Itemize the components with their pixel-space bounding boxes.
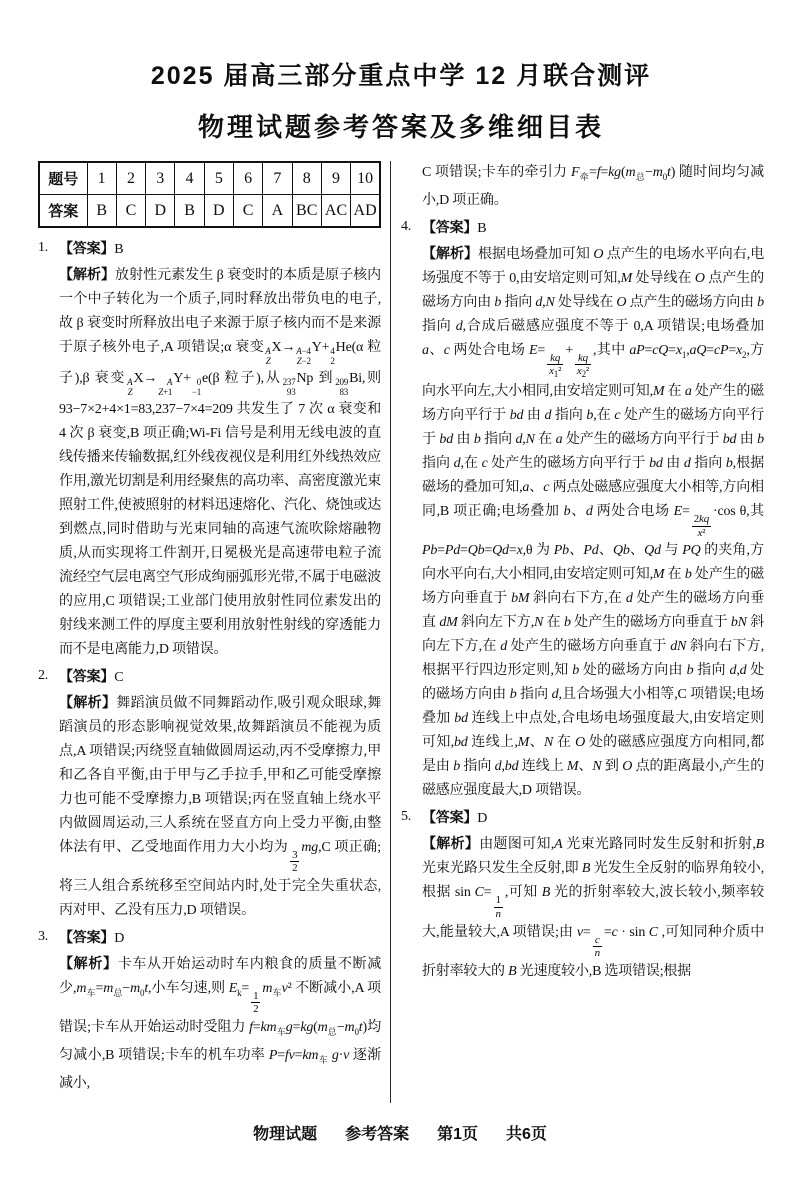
answer-cell: A <box>263 195 292 228</box>
analysis-paragraph: 【解析】由题图可知,A 光束光路同时发生反射和折射,B 光束光路只发生全反射,即 B 光发生全反射的临界角较小,根据 sin C= $\frac{1}{n}$ ,可知 B 光的折射率较大,波长较小,频率较大,能量较大,A 项错误;由 v= $\frac{c}{n}$ =c · sin C ,可知同种介质中折射率较大的 B 光速度较小,B 选项错误;根据 <box>422 835 764 979</box>
right-column <box>390 161 764 1103</box>
answer-cell: C <box>116 195 145 228</box>
item-number: 3. <box>38 928 49 944</box>
qnum-cell: 7 <box>263 162 292 195</box>
answer-line <box>401 805 764 831</box>
answer-label: 【答案】B <box>59 240 124 257</box>
qnum-cell: 8 <box>292 162 321 195</box>
qnum-cell: 9 <box>321 162 350 195</box>
footer-page-total: 共6页 <box>506 1126 547 1143</box>
answer-header-cell: 答案 <box>39 195 87 228</box>
page-footer <box>0 1121 800 1144</box>
qnum-header-cell: 题号 <box>39 162 87 195</box>
answer-cell: AD <box>351 195 380 228</box>
qnum-cell: 3 <box>146 162 175 195</box>
answer-label: 【答案】D <box>422 809 488 827</box>
answer-label: 【答案】C <box>59 667 124 685</box>
analysis-paragraph: 【解析】放射性元素发生 β 衰变时的本质是原子核内一个中子转化为一个质子,同时释放出带负电的电子,故 β 衰变时所释放出电子来源于原子核内而不是来源于原子核外电子,A 项错误;α 衰变 A Z X→ A−4 Z−2 Y+ 4 2 He(α 粒子),β 衰变 A Z X→ A Z+1 Y+ 0 −1 e(β 粒子),从 237 93 Np 到 209 83 Bi,则 93−7×2+4×1=83,237−7×4=209 共发生了 7 次 α 衰变和 4 次 β 衰变,B 项正确;Wi-Fi 信号是利用无线电波的直线传播来传输数据,红外线夜视仪是利用红外线热效应作用,激光切割是利用经聚焦的高功率、高密度激光束照射工件,使被照射的材料迅速熔化、汽化、烧蚀或达到燃点,同时借助与光束同轴的高速气流吹除熔融物质,从而实现将工件割开,日冕极光是高速带电粒子流流经空气层电离空气形成绚丽弧形光带,不属于电磁波的应用,C 项错误;工业部门使用放射性同位素发出的射线来测工件的厚度主要利用放射性射线的穿透能力而不是电离能力,D 项错误。 <box>59 266 381 657</box>
answer-line <box>38 925 381 951</box>
answer-cell: B <box>87 195 116 228</box>
answer-line <box>401 215 764 241</box>
qnum-cell: 10 <box>351 162 380 195</box>
answer-line <box>38 664 381 690</box>
analysis-paragraph: 【解析】根据电场叠加可知 O 点产生的电场水平向右,电场强度不等于 0,由安培定则可知,M 处导线在 O 点产生的磁场方向由 b 指向 d,N 处导线在 O 点产生的磁场方向由 b 指向 d,合成后磁感应强度不等于 0,A 项错误;电场叠加 a、c 两处合电场 E= $\frac{kq}{x_1^2}$ + $\frac{kq}{x_2^2}$ ,其中 $aP=cQ=x_1,aQ=cP=x_2$,方向水平向左,大小相同,由安培定则可知,M 在 a 处产生的磁场方向平行于 bd 由 d 指向 b,在 c 处产生的磁场方向平行于 bd 由 b 指向 d,N 在 a 处产生的磁场方向平行于 bd 由 b 指向 d,在 c 处产生的磁场方向平行于 bd 由 d 指向 b,根据磁场的叠加可知,a、c 两点处磁感应强度大小相等,方向相同,B 项正确;电场叠加 b、d 两处合电场 E= $\frac{2kq}{\text{x²}}$ ·cos θ,其 Pb=Pd=Qb=Qd=x,θ 为 Pb、Pd、Qb、Qd 与 PQ 的夹角,方向水平向右,大小相同,由安培定则可知,M 在 b 处产生的磁场方向垂直于 bM 斜向右下方,在 d 处产生的磁场方向垂直 dM 斜向左下方,N 在 b 处产生的磁场方向垂直于 bN 斜向左下方,在 d 处产生的磁场方向垂直于 dN 斜向右下方,根据平行四边形定则,知 b 处的磁场方向由 b 指向 d,d 处的磁场方向由 b 指向 d,且合场强大小相等,C 项错误;电场叠加 bd 连线上中点处,合电场电场强度最大,由安培定则可知,bd 连线上,M、N 在 O 处的磁感应强度方向相同,都是由 b 指向 d,bd 连线上 M、N 到 O 点的距离最小,产生的磁感应强度最大,D 项错误。 <box>422 244 764 799</box>
answer-cell: C <box>233 195 262 228</box>
left-column <box>38 161 390 1103</box>
answer-item-5 <box>401 805 764 984</box>
footer-section: 参考答案 <box>345 1126 410 1143</box>
answer-label: 【答案】B <box>422 218 487 236</box>
answer-item-2 <box>38 664 381 923</box>
footer-page-number: 第1页 <box>437 1126 479 1143</box>
qnum-cell: 5 <box>204 162 233 195</box>
qnum-cell: 1 <box>87 162 116 195</box>
answer-label: 【答案】D <box>59 928 125 946</box>
qnum-cell: 2 <box>116 162 145 195</box>
qnum-cell: 4 <box>175 162 204 195</box>
page-title: 2025 届高三部分重点中学 12 月联合测评 <box>150 62 652 90</box>
item-number: 1. <box>38 240 49 255</box>
item-number: 4. <box>401 218 412 234</box>
answer-cell: BC <box>292 195 321 228</box>
item-number: 5. <box>401 809 412 825</box>
answer-row <box>39 195 380 228</box>
analysis-continuation: C 项错误;卡车的牵引力 $F_牵=f=kg(m_总-m_0t)$ 随时间均匀减小,D 项正确。 <box>422 165 764 208</box>
answer-cell: AC <box>321 195 350 228</box>
answer-cell: B <box>175 195 204 228</box>
answer-cell: D <box>146 195 175 228</box>
question-number-row <box>39 162 380 195</box>
item-number: 2. <box>38 667 49 683</box>
qnum-cell: 6 <box>233 162 262 195</box>
analysis-paragraph: 【解析】卡车从开始运动时车内粮食的质量不断减少$,m_车=m_总-m_0t$,小车匀速,则 $E_k=$ $\frac{1}{2}$ $m_车v^2$ 不断减小,A 项错误;卡车从开始运动时受阻力 $f=km_车g=kg(m_总-m_0t)$均匀减小,B 项错误;卡车的机车功率 $P=fv=km_车$ g·v 逐渐减小, <box>59 954 381 1091</box>
answer-line <box>38 236 381 262</box>
answer-cell: D <box>204 195 233 228</box>
analysis-paragraph: 【解析】舞蹈演员做不同舞蹈动作,吸引观众眼球,舞蹈演员的形态影响视觉效果,故舞蹈演员不能视为质点,A 项错误;丙绕竖直轴做圆周运动,丙不受摩擦力,甲和乙各自平衡,由于甲与乙手拉手,甲和乙可能受摩擦力也可能不受摩擦力,B 项错误;丙在竖直轴上绕水平内做圆周运动,三人系统在竖直方向上受力平衡,由整体法有甲、乙受地面作用力大小均为 $\frac{3}{2}$ mg,C 项正确;将三人组合系统移至空间站内时,处于完全失重状态,丙对甲、乙没有压力,D 项错误。 <box>59 693 382 918</box>
content-columns <box>38 161 764 1103</box>
answer-item-3 <box>38 925 381 1096</box>
answer-key-table <box>38 161 381 228</box>
answer-item-1 <box>38 236 381 662</box>
page-subtitle: 物理试题参考答案及多维细目表 <box>197 112 604 142</box>
footer-doc-title: 物理试题 <box>253 1126 318 1143</box>
answer-item-4 <box>401 215 764 803</box>
